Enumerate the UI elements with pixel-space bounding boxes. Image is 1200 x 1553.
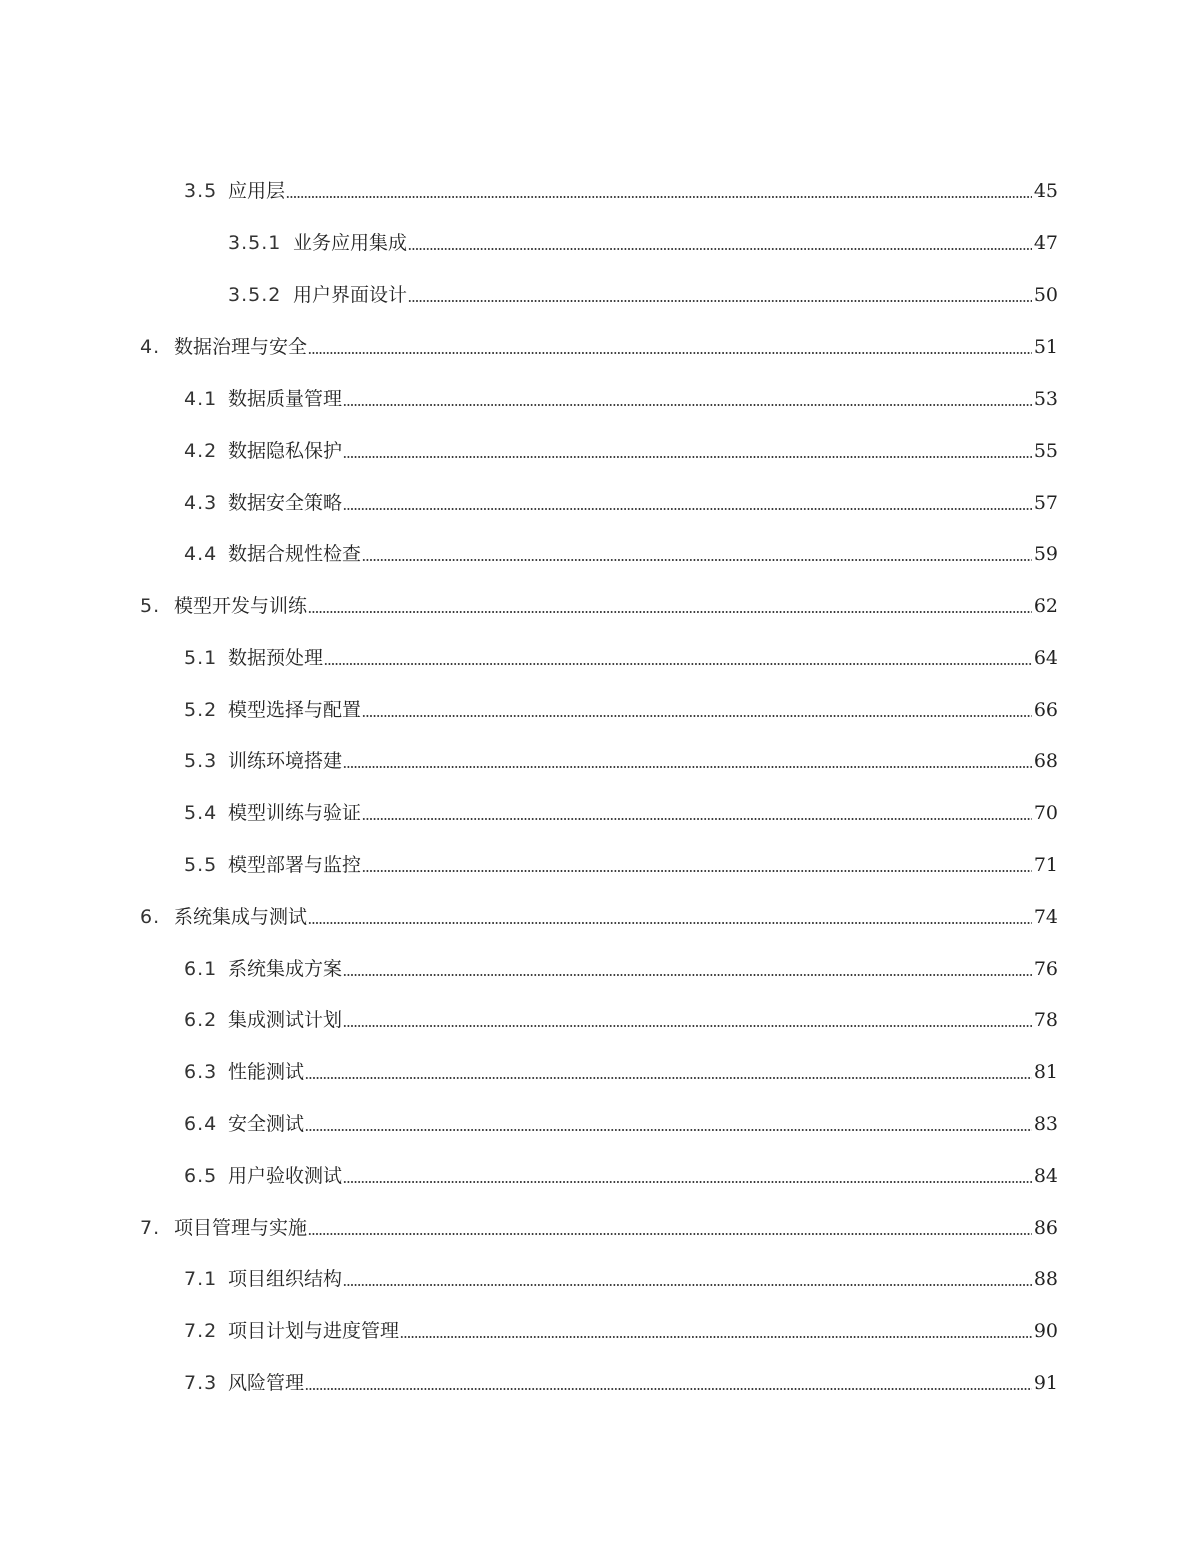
- dot-leader: [400, 1336, 1032, 1338]
- dot-leader: [305, 1129, 1032, 1131]
- dot-leader: [308, 922, 1032, 924]
- toc-entry-page: 68: [1033, 750, 1058, 772]
- toc-entry-page: 45: [1033, 180, 1058, 202]
- toc-entry-number: 3.5: [184, 180, 218, 202]
- toc-entry-page: 86: [1033, 1217, 1058, 1239]
- toc-entry-page: 57: [1033, 492, 1058, 514]
- toc-entry-page: 71: [1033, 854, 1058, 876]
- toc-entry-number: 4.1: [184, 388, 218, 410]
- dot-leader: [305, 1388, 1032, 1390]
- toc-entry-number: 3.5.1: [228, 232, 282, 254]
- toc-entry-number: 4.: [140, 336, 161, 358]
- dot-leader: [408, 300, 1032, 302]
- dot-leader: [324, 663, 1032, 665]
- toc-entry-page: 70: [1033, 802, 1058, 824]
- toc-entry-title: 模型开发与训练: [174, 595, 308, 617]
- toc-entry[interactable]: [184, 380, 1058, 410]
- toc-entry[interactable]: [184, 1364, 1058, 1394]
- toc-entry-page: 47: [1033, 232, 1058, 254]
- toc-entry[interactable]: [228, 276, 1058, 306]
- toc-entry[interactable]: [140, 898, 1058, 928]
- toc-entry-page: 55: [1033, 440, 1058, 462]
- toc-entry-number: 3.5.2: [228, 284, 282, 306]
- toc-entry-number: 6.1: [184, 958, 218, 980]
- dot-leader: [305, 1077, 1032, 1079]
- toc-entry-title: 用户验收测试: [228, 1165, 343, 1187]
- toc-entry[interactable]: [140, 587, 1058, 617]
- toc-entry-number: 7.: [140, 1217, 161, 1239]
- dot-leader: [343, 456, 1032, 458]
- toc-entry-page: 84: [1033, 1165, 1058, 1187]
- dot-leader: [362, 818, 1032, 820]
- toc-entry-number: 5.4: [184, 802, 218, 824]
- toc-entry-title: 用户界面设计: [293, 284, 408, 306]
- dot-leader: [308, 611, 1032, 613]
- dot-leader: [343, 1025, 1032, 1027]
- dot-leader: [362, 559, 1032, 561]
- dot-leader: [343, 404, 1032, 406]
- toc-entry-page: 81: [1033, 1061, 1058, 1083]
- toc-entry-page: 59: [1033, 543, 1058, 565]
- toc-entry-page: 50: [1033, 284, 1058, 306]
- toc-entry-page: 53: [1033, 388, 1058, 410]
- toc-entry-title: 项目组织结构: [228, 1268, 343, 1290]
- toc-entry[interactable]: [184, 742, 1058, 772]
- toc-entry[interactable]: [184, 1157, 1058, 1187]
- toc-entry-number: 6.3: [184, 1061, 218, 1083]
- toc-entry-title: 数据合规性检查: [228, 543, 362, 565]
- toc-entry-page: 91: [1033, 1372, 1058, 1394]
- toc-entry[interactable]: [184, 432, 1058, 462]
- dot-leader: [308, 352, 1032, 354]
- toc-entry[interactable]: [140, 328, 1058, 358]
- toc-entry[interactable]: [184, 1053, 1058, 1083]
- toc-entry-title: 数据质量管理: [228, 388, 343, 410]
- toc-entry[interactable]: [184, 1001, 1058, 1031]
- toc-entry-title: 项目计划与进度管理: [228, 1320, 400, 1342]
- toc-entry-title: 性能测试: [228, 1061, 305, 1083]
- dot-leader: [343, 1284, 1032, 1286]
- dot-leader: [343, 508, 1032, 510]
- toc-entry-title: 风险管理: [228, 1372, 305, 1394]
- toc-entry-title: 系统集成与测试: [174, 906, 308, 928]
- toc-entry[interactable]: [184, 691, 1058, 721]
- toc-entry-page: 74: [1033, 906, 1058, 928]
- toc-entry[interactable]: [184, 484, 1058, 514]
- dot-leader: [308, 1233, 1032, 1235]
- toc-entry-page: 64: [1033, 647, 1058, 669]
- toc-entry-number: 6.: [140, 906, 161, 928]
- toc-entry-page: 90: [1033, 1320, 1058, 1342]
- toc-entry-title: 数据预处理: [228, 647, 324, 669]
- toc-entry-page: 88: [1033, 1268, 1058, 1290]
- dot-leader: [343, 766, 1032, 768]
- toc-entry-title: 数据安全策略: [228, 492, 343, 514]
- toc-entry[interactable]: [228, 224, 1058, 254]
- toc-entry[interactable]: [184, 1260, 1058, 1290]
- toc-entry-number: 5.3: [184, 750, 218, 772]
- toc-entry-title: 安全测试: [228, 1113, 305, 1135]
- dot-leader: [362, 870, 1032, 872]
- toc-entry[interactable]: [184, 535, 1058, 565]
- toc-entry[interactable]: [184, 1312, 1058, 1342]
- toc-entry-title: 业务应用集成: [293, 232, 408, 254]
- toc-entry-title: 数据治理与安全: [174, 336, 308, 358]
- toc-entry-number: 7.3: [184, 1372, 218, 1394]
- toc-entry-page: 66: [1033, 699, 1058, 721]
- toc-entry-number: 5.: [140, 595, 161, 617]
- toc-entry[interactable]: [184, 1105, 1058, 1135]
- toc-entry[interactable]: [184, 794, 1058, 824]
- toc-entry[interactable]: [140, 1209, 1058, 1239]
- toc-entry-number: 7.1: [184, 1268, 218, 1290]
- toc-entry-number: 6.5: [184, 1165, 218, 1187]
- toc-entry-page: 83: [1033, 1113, 1058, 1135]
- dot-leader: [408, 248, 1032, 250]
- toc-entry[interactable]: [184, 639, 1058, 669]
- dot-leader: [343, 974, 1032, 976]
- toc-entry-title: 模型训练与验证: [228, 802, 362, 824]
- toc-entry-page: 78: [1033, 1009, 1058, 1031]
- toc-entry-title: 模型部署与监控: [228, 854, 362, 876]
- toc-entry-number: 5.1: [184, 647, 218, 669]
- toc-entry-title: 模型选择与配置: [228, 699, 362, 721]
- toc-entry-number: 4.3: [184, 492, 218, 514]
- toc-entry-title: 系统集成方案: [228, 958, 343, 980]
- toc-entry-number: 6.4: [184, 1113, 218, 1135]
- dot-leader: [362, 715, 1032, 717]
- toc-entry-number: 4.2: [184, 440, 218, 462]
- toc-entry-title: 集成测试计划: [228, 1009, 343, 1031]
- toc-entry-title: 训练环境搭建: [228, 750, 343, 772]
- toc-entry-title: 应用层: [228, 180, 286, 202]
- toc-entry-title: 数据隐私保护: [228, 440, 343, 462]
- toc-entry-number: 5.2: [184, 699, 218, 721]
- toc-entry[interactable]: [184, 950, 1058, 980]
- toc-entry-page: 51: [1033, 336, 1058, 358]
- toc-entry-number: 4.4: [184, 543, 218, 565]
- toc-entry-number: 7.2: [184, 1320, 218, 1342]
- toc-entry[interactable]: [184, 846, 1058, 876]
- toc-entry[interactable]: [184, 172, 1058, 202]
- toc-entry-title: 项目管理与实施: [174, 1217, 308, 1239]
- dot-leader: [343, 1181, 1032, 1183]
- toc-entry-page: 76: [1033, 958, 1058, 980]
- toc-entry-number: 6.2: [184, 1009, 218, 1031]
- dot-leader: [286, 196, 1032, 198]
- toc-entry-page: 62: [1033, 595, 1058, 617]
- toc-entry-number: 5.5: [184, 854, 218, 876]
